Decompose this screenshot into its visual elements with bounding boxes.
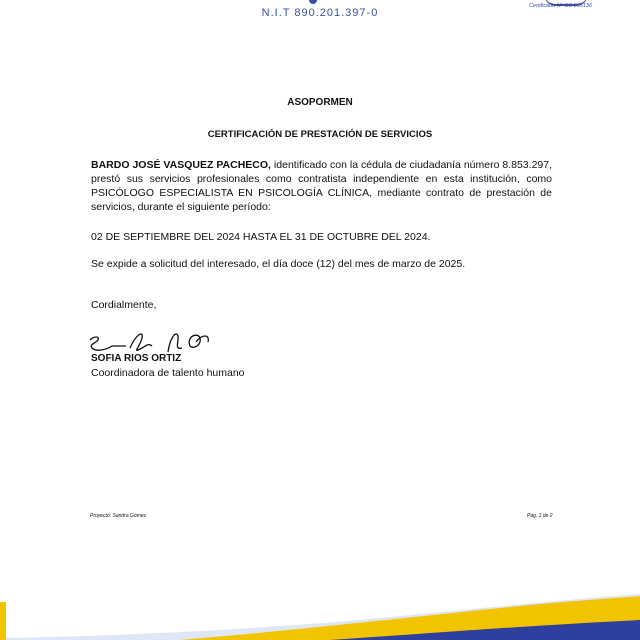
document-title: CERTIFICACIÓN DE PRESTACIÓN DE SERVICIOS: [207, 129, 433, 140]
logo-fragment: [309, 0, 317, 4]
service-period: 02 DE SEPTIEMBRE DEL 2024 HASTA EL 31 DE OCTUBRE DEL 2024.: [91, 231, 431, 243]
signer-role: Coordinadora de talento humano: [91, 367, 245, 379]
organization-name: ASOPORMEN: [287, 97, 353, 108]
certification-paragraph: [91, 158, 552, 214]
certification-body: identificado con la cédula de ciudadanía número 8.853.297, prestó sus servicios profesionales como contratista independiente en esta institución, como PSICÓLOGO ESPECIALISTA EN PSICOLOGÍA CLÍNICA, mediante contrato de prestación de servicios, durante el siguiente período:: [91, 159, 552, 213]
signer-name: SOFIA RIOS ORTIZ: [91, 353, 182, 364]
issue-statement: Se expide a solicitud del interesado, el día doce (12) del mes de marzo de 2025.: [91, 258, 466, 270]
prepared-by: Proyectó: Sandra Gómez: [90, 513, 147, 519]
nit-number: N.I.T 890.201.397-0: [261, 7, 379, 19]
page-number: Pág. 1 de 2: [527, 513, 553, 519]
contractor-name: BARDO JOSÉ VASQUEZ PACHECO,: [91, 159, 271, 171]
certificate-number: Certificado N° SC 205136: [529, 3, 593, 9]
closing-salutation: Cordialmente,: [91, 299, 157, 311]
decorative-footer-band: [0, 580, 640, 640]
